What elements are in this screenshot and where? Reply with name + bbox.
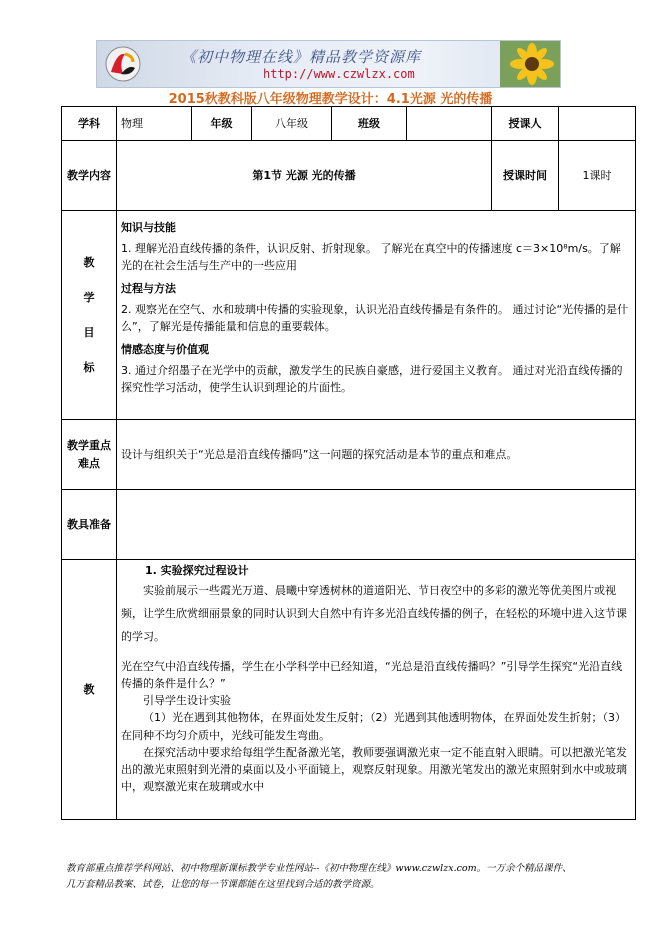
process-method-title: 过程与方法	[121, 282, 176, 296]
content-value: 第1节 光源 光的传播	[117, 141, 492, 211]
table-row-key-points	[62, 420, 636, 490]
class-label: 班级	[332, 107, 407, 141]
header-banner	[96, 40, 561, 88]
lesson-plan-table	[61, 106, 636, 820]
time-label: 授课时间	[492, 141, 559, 211]
process-paragraph: 光在空气中沿直线传播，学生在小学科学中已经知道，“光总是沿直线传播吗？”引导学生探究“光沿直线传播的条件是什么？”	[121, 660, 623, 691]
process-paragraph: 在探究活动中要求给每组学生配备激光笔，教师要强调激光束一定不能直射入眼睛。可以把激光笔发出的激光束照射到光滑的桌面以及小平面镜上，观察反射现象。用激光笔发出的激光束照射到水中或玻璃中，观察激光束在玻璃或水中	[121, 745, 627, 793]
table-row-content	[62, 141, 636, 211]
document-title: 2015秋教科版八年级物理教学设计：4.1光源 光的传播	[168, 92, 493, 107]
content-label: 教学内容	[62, 141, 117, 211]
process-paragraph: 引导学生设计实验	[143, 694, 231, 708]
table-row-basic-info	[62, 107, 636, 141]
subject-value: 物理	[117, 107, 192, 141]
objectives-label-char: 目	[83, 326, 95, 339]
attitude-values-title: 情感态度与价值观	[121, 343, 209, 357]
knowledge-skills-title: 知识与技能	[121, 221, 176, 234]
class-value	[407, 107, 492, 141]
process-heading: 1. 实验探究过程设计	[145, 564, 249, 577]
process-content	[117, 560, 636, 820]
tools-text	[117, 490, 636, 560]
process-method-text: 2. 观察光在空气、水和玻璃中传播的实验现象，认识光沿直线传播是有条件的。 通过讨论“光传播的是什么”，了解光是传播能量和信息的重要载体。	[121, 303, 629, 334]
teacher-label: 授课人	[492, 107, 559, 141]
page-footer	[66, 861, 606, 893]
banner-title: 《初中物理在线》精品教学资源库	[181, 48, 422, 66]
table-row-objectives	[62, 211, 636, 420]
knowledge-skills-text: 1. 理解光沿直线传播的条件，认识反射、折射现象。 了解光在真空中的传播速度 c＝3×10⁸m/s。了解光的在社会生活与生产中的一些应用	[121, 242, 621, 273]
footer-line: 教育部重点推荐学科网站、初中物理新课标教学专业性网站--《初中物理在线》www.czwlzx.com。一万余个精品课件、	[66, 863, 572, 874]
objectives-content	[117, 211, 636, 420]
key-points-text: 设计与组织关于“光总是沿直线传播吗”这一问题的探究活动是本节的重点和难点。	[117, 420, 636, 490]
site-logo-icon	[103, 44, 143, 84]
objectives-label-char: 学	[83, 290, 95, 304]
process-label: 教	[62, 560, 117, 820]
process-paragraph: （1）光在遇到其他物体，在界面处发生反射；（2）光遇到其他透明物体，在界面处发生折射；（3）在同种不均匀介质中，光线可能发生弯曲。	[121, 711, 626, 742]
tools-label: 教具准备	[62, 490, 117, 560]
footer-line: 几万套精品教案、试卷，让您的每一节课都能在这里找到合适的教学资源。	[66, 879, 380, 891]
key-points-label: 教学重点难点	[62, 420, 117, 490]
grade-value: 八年级	[252, 107, 332, 141]
objectives-label-char: 标	[83, 361, 95, 375]
objectives-label-char: 教	[83, 255, 95, 269]
time-value: 1课时	[559, 141, 636, 211]
teacher-value	[559, 107, 636, 141]
banner-url[interactable]: http://www.czwlzx.com	[263, 67, 415, 81]
attitude-values-text: 3. 通过介绍墨子在光学中的贡献，激发学生的民族自豪感，进行爱国主义教育。 通过对光沿直线传播的探究性学习活动，使学生认识到理论的片面性。	[121, 364, 623, 395]
table-row-process	[62, 560, 636, 820]
grade-label: 年级	[192, 107, 252, 141]
process-paragraph: 实验前展示一些霞光万道、晨曦中穿透树林的道道阳光、节日夜空中的多彩的激光等优美图片或视频，让学生欣赏细丽景象的同时认识到大自然中有许多光沿直线传播的例子，在轻松的环境中进入这节课的学习。	[121, 584, 627, 644]
objectives-label	[62, 211, 117, 420]
sunflower-icon	[500, 41, 560, 87]
table-row-tools	[62, 490, 636, 560]
subject-label: 学科	[62, 107, 117, 141]
